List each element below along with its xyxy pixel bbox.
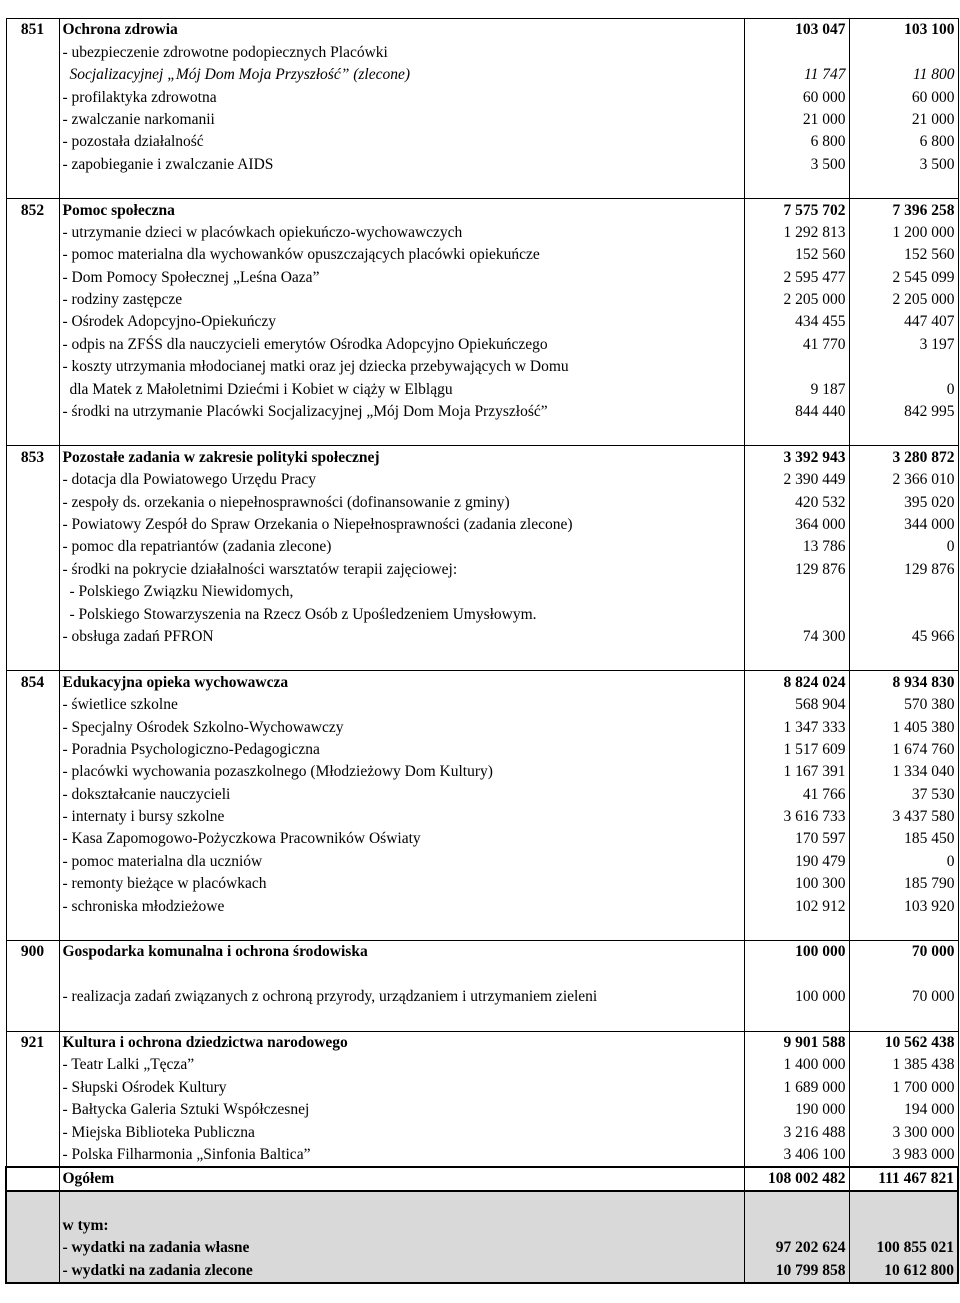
line-item-row	[6, 266, 958, 288]
line-item-row	[6, 716, 958, 738]
line-item-value-plan: 1 400 000	[744, 1054, 849, 1076]
line-item-value-projection: 194 000	[849, 1099, 958, 1121]
line-item-row	[6, 761, 958, 783]
line-item-value-projection: 3 437 580	[849, 806, 958, 828]
line-item-code	[6, 783, 59, 805]
spacer-cell	[59, 176, 744, 199]
line-item-label: - Poradnia Psychologiczno-Pedagogiczna	[59, 739, 744, 761]
spacer-cell	[849, 1191, 958, 1214]
spacer-cell	[744, 423, 849, 446]
section-value-projection: 10 562 438	[849, 1031, 958, 1054]
section-code: 853	[6, 446, 59, 469]
line-item-value-projection: 1 700 000	[849, 1076, 958, 1098]
spacer-cell	[744, 1008, 849, 1031]
line-item-row	[6, 1144, 958, 1167]
section-header-row	[6, 1031, 958, 1054]
line-item-value-projection: 37 530	[849, 783, 958, 805]
line-item-row	[6, 828, 958, 850]
line-item-row	[6, 1099, 958, 1121]
line-item-row	[6, 109, 958, 131]
line-item-value-projection: 1 385 438	[849, 1054, 958, 1076]
line-item-row	[6, 41, 958, 63]
line-item-label: - Polska Filharmonia „Sinfonia Baltica”	[59, 1144, 744, 1167]
line-item-label: - schroniska młodzieżowe	[59, 895, 744, 917]
budget-document	[5, 18, 957, 1284]
line-item-row	[6, 1121, 958, 1143]
line-item-row	[6, 963, 958, 985]
line-item-label: - Ośrodek Adopcyjno-Opiekuńczy	[59, 311, 744, 333]
line-item-value-plan: 844 440	[744, 401, 849, 423]
line-item-row	[6, 491, 958, 513]
line-item-value-projection: 60 000	[849, 86, 958, 108]
line-item-row	[6, 222, 958, 244]
section-value-plan: 103 047	[744, 19, 849, 42]
line-item-value-plan: 3 216 488	[744, 1121, 849, 1143]
line-item-label: - środki na utrzymanie Placówki Socjalizacyjnej „Mój Dom Moja Przyszłość”	[59, 401, 744, 423]
line-item-value-projection: 45 966	[849, 626, 958, 648]
section-title: Pozostałe zadania w zakresie polityki społecznej	[59, 446, 744, 469]
line-item-value-plan: 1 689 000	[744, 1076, 849, 1098]
line-item-value-plan: 41 770	[744, 333, 849, 355]
line-item-value-plan: 41 766	[744, 783, 849, 805]
line-item-label: - zwalczanie narkomanii	[59, 109, 744, 131]
spacer-cell	[59, 918, 744, 941]
line-item-value-plan: 152 560	[744, 244, 849, 266]
line-item-value-plan: 60 000	[744, 86, 849, 108]
line-item-value-plan: 1 292 813	[744, 222, 849, 244]
line-item-row	[6, 603, 958, 625]
line-item-code	[6, 1121, 59, 1143]
line-item-label: - Specjalny Ośrodek Szkolno-Wychowawczy	[59, 716, 744, 738]
section-title: Edukacyjna opieka wychowawcza	[59, 671, 744, 694]
line-item-label: - Teatr Lalki „Tęcza”	[59, 1054, 744, 1076]
total-value-projection: 111 467 821	[849, 1167, 958, 1191]
line-item-row	[6, 626, 958, 648]
line-item-code	[6, 356, 59, 378]
summary-heading-row	[6, 1215, 958, 1237]
summary-value-projection: 10 612 800	[849, 1259, 958, 1282]
line-item-row	[6, 244, 958, 266]
spacer-cell	[744, 176, 849, 199]
summary-label: - wydatki na zadania zlecone	[59, 1259, 744, 1282]
line-item-value-projection: 395 020	[849, 491, 958, 513]
summary-value-plan: 97 202 624	[744, 1237, 849, 1259]
line-item-row	[6, 289, 958, 311]
spacer-cell	[6, 1191, 59, 1214]
section-spacer-row	[6, 1008, 958, 1031]
line-item-label: - rodziny zastępcze	[59, 289, 744, 311]
line-item-value-plan: 9 187	[744, 378, 849, 400]
summary-row	[6, 1237, 958, 1259]
line-item-value-projection: 152 560	[849, 244, 958, 266]
spacer-cell	[59, 648, 744, 671]
line-item-label: - pomoc materialna dla wychowanków opuszczających placówki opiekuńcze	[59, 244, 744, 266]
line-item-value-projection: 0	[849, 850, 958, 872]
section-value-plan: 100 000	[744, 941, 849, 964]
line-item-value-projection: 3 300 000	[849, 1121, 958, 1143]
line-item-value-projection: 1 674 760	[849, 739, 958, 761]
line-item-label: - zespoły ds. orzekania o niepełnosprawności (dofinansowanie z gminy)	[59, 491, 744, 513]
line-item-value-projection: 3 197	[849, 333, 958, 355]
line-item-code	[6, 986, 59, 1008]
line-item-label: - zapobieganie i zwalczanie AIDS	[59, 153, 744, 175]
line-item-row	[6, 806, 958, 828]
line-item-code	[6, 739, 59, 761]
line-item-code	[6, 41, 59, 63]
line-item-value-projection: 103 920	[849, 895, 958, 917]
line-item-code	[6, 469, 59, 491]
section-code: 900	[6, 941, 59, 964]
line-item-value-plan: 190 000	[744, 1099, 849, 1121]
line-item-row	[6, 64, 958, 86]
line-item-label: - obsługa zadań PFRON	[59, 626, 744, 648]
line-item-value-projection: 0	[849, 536, 958, 558]
line-item-label: - Kasa Zapomogowo-Pożyczkowa Pracowników Oświaty	[59, 828, 744, 850]
line-item-value-plan: 170 597	[744, 828, 849, 850]
line-item-row	[6, 356, 958, 378]
line-item-value-projection: 344 000	[849, 514, 958, 536]
line-item-value-plan: 102 912	[744, 895, 849, 917]
line-item-value-plan	[744, 963, 849, 985]
line-item-row	[6, 469, 958, 491]
line-item-code	[6, 806, 59, 828]
line-item-code	[6, 266, 59, 288]
line-item-code	[6, 244, 59, 266]
line-item-row	[6, 986, 958, 1008]
budget-table	[5, 18, 959, 1284]
spacer-cell	[6, 648, 59, 671]
line-item-code	[6, 401, 59, 423]
line-item-value-plan	[744, 581, 849, 603]
line-item-value-projection: 70 000	[849, 986, 958, 1008]
section-value-plan: 3 392 943	[744, 446, 849, 469]
line-item-value-plan: 129 876	[744, 558, 849, 580]
line-item-code	[6, 581, 59, 603]
line-item-code	[6, 716, 59, 738]
spacer-cell	[849, 176, 958, 199]
line-item-code	[6, 1054, 59, 1076]
spacer-cell	[849, 423, 958, 446]
line-item-code	[6, 109, 59, 131]
section-value-projection: 70 000	[849, 941, 958, 964]
line-item-value-plan: 3 616 733	[744, 806, 849, 828]
line-item-code	[6, 311, 59, 333]
line-item-value-plan	[744, 41, 849, 63]
line-item-code	[6, 626, 59, 648]
total-code	[6, 1167, 59, 1191]
line-item-value-plan: 11 747	[744, 64, 849, 86]
line-item-value-plan: 2 595 477	[744, 266, 849, 288]
line-item-code	[6, 873, 59, 895]
section-title: Gospodarka komunalna i ochrona środowiska	[59, 941, 744, 964]
summary-value-plan: 10 799 858	[744, 1259, 849, 1282]
line-item-value-projection	[849, 581, 958, 603]
line-item-value-plan: 3 500	[744, 153, 849, 175]
summary-code	[6, 1215, 59, 1237]
line-item-value-plan: 1 347 333	[744, 716, 849, 738]
summary-label: - wydatki na zadania własne	[59, 1237, 744, 1259]
section-value-projection: 7 396 258	[849, 199, 958, 222]
line-item-row	[6, 1076, 958, 1098]
line-item-code	[6, 333, 59, 355]
line-item-value-projection: 1 200 000	[849, 222, 958, 244]
section-spacer-row	[6, 648, 958, 671]
line-item-code	[6, 64, 59, 86]
line-item-value-plan: 420 532	[744, 491, 849, 513]
spacer-cell	[744, 1191, 849, 1214]
line-item-value-plan: 2 205 000	[744, 289, 849, 311]
section-header-row	[6, 19, 958, 42]
section-spacer-row	[6, 423, 958, 446]
line-item-label: - Polskiego Związku Niewidomych,	[59, 581, 744, 603]
line-item-value-projection: 2 366 010	[849, 469, 958, 491]
line-item-row	[6, 333, 958, 355]
line-item-row	[6, 558, 958, 580]
line-item-label: - remonty bieżące w placówkach	[59, 873, 744, 895]
line-item-row	[6, 536, 958, 558]
summary-value-projection: 100 855 021	[849, 1237, 958, 1259]
section-header-row	[6, 941, 958, 964]
section-value-plan: 7 575 702	[744, 199, 849, 222]
line-item-row	[6, 783, 958, 805]
spacer-cell	[6, 176, 59, 199]
line-item-value-plan: 13 786	[744, 536, 849, 558]
line-item-value-plan: 100 300	[744, 873, 849, 895]
line-item-row	[6, 873, 958, 895]
line-item-row	[6, 581, 958, 603]
line-item-value-projection	[849, 963, 958, 985]
section-header-row	[6, 671, 958, 694]
line-item-code	[6, 761, 59, 783]
line-item-label: - odpis na ZFŚS dla nauczycieli emerytów Ośrodka Adopcyjno Opiekuńczego	[59, 333, 744, 355]
section-title: Pomoc społeczna	[59, 199, 744, 222]
line-item-row	[6, 378, 958, 400]
line-item-code	[6, 603, 59, 625]
section-spacer-row	[6, 176, 958, 199]
section-value-plan: 8 824 024	[744, 671, 849, 694]
line-item-row	[6, 401, 958, 423]
line-item-value-plan: 434 455	[744, 311, 849, 333]
line-item-code	[6, 514, 59, 536]
line-item-label: - realizacja zadań związanych z ochroną przyrody, urządzaniem i utrzymaniem zieleni	[59, 986, 744, 1008]
line-item-code	[6, 1076, 59, 1098]
line-item-code	[6, 828, 59, 850]
line-item-row	[6, 895, 958, 917]
line-item-label: Socjalizacyjnej „Mój Dom Moja Przyszłość” (zlecone)	[59, 64, 744, 86]
line-item-label: - dokształcanie nauczycieli	[59, 783, 744, 805]
section-code: 854	[6, 671, 59, 694]
spacer-cell	[744, 918, 849, 941]
line-item-value-projection: 21 000	[849, 109, 958, 131]
line-item-label: - internaty i bursy szkolne	[59, 806, 744, 828]
section-value-plan: 9 901 588	[744, 1031, 849, 1054]
section-title: Ochrona zdrowia	[59, 19, 744, 42]
section-value-projection: 3 280 872	[849, 446, 958, 469]
line-item-code	[6, 1144, 59, 1167]
line-item-label: - dotacja dla Powiatowego Urzędu Pracy	[59, 469, 744, 491]
line-item-value-plan: 6 800	[744, 131, 849, 153]
line-item-value-projection: 6 800	[849, 131, 958, 153]
line-item-label: - ubezpieczenie zdrowotne podopiecznych Placówki	[59, 41, 744, 63]
summary-heading: w tym:	[59, 1215, 744, 1237]
line-item-label: - środki na pokrycie działalności warsztatów terapii zajęciowej:	[59, 558, 744, 580]
spacer-cell	[59, 1008, 744, 1031]
line-item-value-projection: 129 876	[849, 558, 958, 580]
line-item-value-projection: 2 205 000	[849, 289, 958, 311]
line-item-label: dla Matek z Małoletnimi Dziećmi i Kobiet w ciąży w Elblągu	[59, 378, 744, 400]
line-item-value-projection: 842 995	[849, 401, 958, 423]
line-item-label: - Powiatowy Zespół do Spraw Orzekania o Niepełnosprawności (zadania zlecone)	[59, 514, 744, 536]
line-item-value-plan	[744, 356, 849, 378]
line-item-value-projection: 1 405 380	[849, 716, 958, 738]
line-item-value-projection: 0	[849, 378, 958, 400]
line-item-code	[6, 86, 59, 108]
total-value-plan: 108 002 482	[744, 1167, 849, 1191]
line-item-code	[6, 1099, 59, 1121]
line-item-code	[6, 378, 59, 400]
line-item-code	[6, 222, 59, 244]
line-item-value-projection: 185 450	[849, 828, 958, 850]
line-item-value-projection	[849, 41, 958, 63]
spacer-cell	[6, 918, 59, 941]
line-item-row	[6, 850, 958, 872]
line-item-value-projection: 2 545 099	[849, 266, 958, 288]
line-item-label: - pomoc dla repatriantów (zadania zlecone)	[59, 536, 744, 558]
line-item-code	[6, 289, 59, 311]
summary-code	[6, 1237, 59, 1259]
line-item-label: - pozostała działalność	[59, 131, 744, 153]
spacer-cell	[849, 1008, 958, 1031]
line-item-row	[6, 131, 958, 153]
total-label: Ogółem	[59, 1167, 744, 1191]
section-header-row	[6, 446, 958, 469]
section-code: 921	[6, 1031, 59, 1054]
line-item-label: - profilaktyka zdrowotna	[59, 86, 744, 108]
line-item-label: - Słupski Ośrodek Kultury	[59, 1076, 744, 1098]
line-item-label: - utrzymanie dzieci w placówkach opiekuńczo-wychowawczych	[59, 222, 744, 244]
line-item-row	[6, 514, 958, 536]
spacer-cell	[6, 423, 59, 446]
line-item-code	[6, 850, 59, 872]
summary-empty	[744, 1215, 849, 1237]
line-item-value-plan: 1 167 391	[744, 761, 849, 783]
spacer-cell	[59, 1191, 744, 1214]
section-value-projection: 103 100	[849, 19, 958, 42]
line-item-value-plan: 2 390 449	[744, 469, 849, 491]
summary-code	[6, 1259, 59, 1282]
line-item-label	[59, 963, 744, 985]
section-code: 851	[6, 19, 59, 42]
line-item-label: - koszty utrzymania młodocianej matki oraz jej dziecka przebywających w Domu	[59, 356, 744, 378]
line-item-value-plan: 364 000	[744, 514, 849, 536]
line-item-value-plan: 21 000	[744, 109, 849, 131]
line-item-value-projection: 1 334 040	[849, 761, 958, 783]
line-item-code	[6, 131, 59, 153]
summary-row	[6, 1259, 958, 1282]
line-item-label: - Polskiego Stowarzyszenia na Rzecz Osób z Upośledzeniem Umysłowym.	[59, 603, 744, 625]
line-item-code	[6, 694, 59, 716]
section-code: 852	[6, 199, 59, 222]
line-item-value-plan: 100 000	[744, 986, 849, 1008]
line-item-label: - Bałtycka Galeria Sztuki Współczesnej	[59, 1099, 744, 1121]
line-item-code	[6, 963, 59, 985]
line-item-code	[6, 536, 59, 558]
line-item-row	[6, 1054, 958, 1076]
line-item-row	[6, 311, 958, 333]
line-item-value-projection: 185 790	[849, 873, 958, 895]
line-item-value-projection: 447 407	[849, 311, 958, 333]
line-item-value-plan: 74 300	[744, 626, 849, 648]
line-item-row	[6, 153, 958, 175]
line-item-code	[6, 491, 59, 513]
line-item-label: - pomoc materialna dla uczniów	[59, 850, 744, 872]
section-value-projection: 8 934 830	[849, 671, 958, 694]
line-item-value-projection	[849, 356, 958, 378]
summary-empty	[849, 1215, 958, 1237]
line-item-label: - Dom Pomocy Społecznej „Leśna Oaza”	[59, 266, 744, 288]
line-item-value-plan: 3 406 100	[744, 1144, 849, 1167]
spacer-cell	[59, 423, 744, 446]
section-title: Kultura i ochrona dziedzictwa narodowego	[59, 1031, 744, 1054]
spacer-cell	[744, 648, 849, 671]
line-item-value-projection	[849, 603, 958, 625]
line-item-label: - świetlice szkolne	[59, 694, 744, 716]
line-item-code	[6, 558, 59, 580]
section-spacer-row	[6, 918, 958, 941]
section-header-row	[6, 199, 958, 222]
spacer-cell	[849, 918, 958, 941]
line-item-label: - placówki wychowania pozaszkolnego (Młodzieżowy Dom Kultury)	[59, 761, 744, 783]
line-item-value-plan	[744, 603, 849, 625]
total-row	[6, 1167, 958, 1191]
line-item-value-projection: 570 380	[849, 694, 958, 716]
line-item-value-projection: 11 800	[849, 64, 958, 86]
line-item-value-plan: 190 479	[744, 850, 849, 872]
line-item-label: - Miejska Biblioteka Publiczna	[59, 1121, 744, 1143]
spacer-cell	[6, 1008, 59, 1031]
line-item-row	[6, 739, 958, 761]
line-item-row	[6, 86, 958, 108]
budget-table-body	[6, 19, 958, 1283]
line-item-code	[6, 895, 59, 917]
line-item-value-plan: 1 517 609	[744, 739, 849, 761]
line-item-value-projection: 3 500	[849, 153, 958, 175]
summary-spacer-row	[6, 1191, 958, 1214]
line-item-row	[6, 694, 958, 716]
line-item-value-plan: 568 904	[744, 694, 849, 716]
line-item-value-projection: 3 983 000	[849, 1144, 958, 1167]
line-item-code	[6, 153, 59, 175]
spacer-cell	[849, 648, 958, 671]
